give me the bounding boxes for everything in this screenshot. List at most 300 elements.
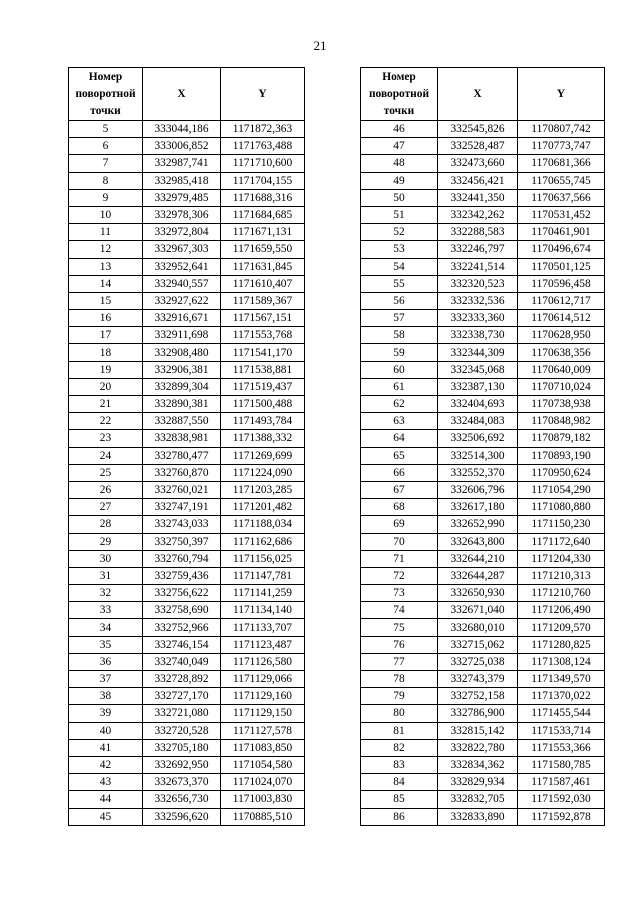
table-row xyxy=(361,739,605,756)
table-row xyxy=(361,602,605,619)
table-row xyxy=(69,516,305,533)
cell-point-number: 22 xyxy=(69,413,143,430)
cell-y: 1171710,600 xyxy=(221,155,305,172)
cell-point-number: 62 xyxy=(361,396,438,413)
table-row xyxy=(361,550,605,567)
cell-point-number: 30 xyxy=(69,550,143,567)
cell-point-number: 28 xyxy=(69,516,143,533)
cell-x: 332644,210 xyxy=(438,550,518,567)
cell-x: 332246,797 xyxy=(438,241,518,258)
table-row xyxy=(69,808,305,825)
cell-y: 1171763,488 xyxy=(221,138,305,155)
cell-x: 332899,304 xyxy=(143,378,221,395)
cell-x: 332552,370 xyxy=(438,464,518,481)
table-row xyxy=(361,671,605,688)
cell-x: 332728,892 xyxy=(143,671,221,688)
cell-y: 1170638,356 xyxy=(518,344,605,361)
table-row xyxy=(361,155,605,172)
cell-point-number: 71 xyxy=(361,550,438,567)
cell-x: 332911,698 xyxy=(143,327,221,344)
table-row xyxy=(69,396,305,413)
cell-y: 1171156,025 xyxy=(221,550,305,567)
cell-x: 332985,418 xyxy=(143,172,221,189)
cell-y: 1171224,090 xyxy=(221,464,305,481)
cell-point-number: 64 xyxy=(361,430,438,447)
table-row xyxy=(69,688,305,705)
cell-y: 1171872,363 xyxy=(221,121,305,138)
cell-point-number: 31 xyxy=(69,567,143,584)
table-row xyxy=(69,533,305,550)
cell-x: 332715,062 xyxy=(438,636,518,653)
cell-x: 332342,262 xyxy=(438,206,518,223)
cell-point-number: 26 xyxy=(69,481,143,498)
cell-point-number: 15 xyxy=(69,292,143,309)
cell-x: 332404,693 xyxy=(438,396,518,413)
cell-point-number: 16 xyxy=(69,310,143,327)
cell-x: 332752,966 xyxy=(143,619,221,636)
cell-y: 1171308,124 xyxy=(518,653,605,670)
cell-point-number: 60 xyxy=(361,361,438,378)
cell-x: 332545,826 xyxy=(438,121,518,138)
cell-y: 1171003,830 xyxy=(221,791,305,808)
table-body-left xyxy=(69,121,305,826)
cell-point-number: 45 xyxy=(69,808,143,825)
table-row xyxy=(69,413,305,430)
cell-y: 1171129,066 xyxy=(221,671,305,688)
cell-y: 1170773,747 xyxy=(518,138,605,155)
cell-point-number: 38 xyxy=(69,688,143,705)
table-row xyxy=(69,327,305,344)
cell-x: 332822,780 xyxy=(438,739,518,756)
cell-y: 1171172,640 xyxy=(518,533,605,550)
table-row xyxy=(361,705,605,722)
cell-x: 332484,083 xyxy=(438,413,518,430)
cell-point-number: 46 xyxy=(361,121,438,138)
table-row xyxy=(361,189,605,206)
cell-x: 332887,550 xyxy=(143,413,221,430)
table-row xyxy=(69,756,305,773)
cell-y: 1171553,768 xyxy=(221,327,305,344)
cell-point-number: 70 xyxy=(361,533,438,550)
cell-point-number: 32 xyxy=(69,585,143,602)
cell-point-number: 9 xyxy=(69,189,143,206)
cell-x: 332786,900 xyxy=(438,705,518,722)
table-header-row xyxy=(69,68,305,121)
cell-point-number: 56 xyxy=(361,292,438,309)
cell-point-number: 86 xyxy=(361,808,438,825)
cell-x: 332671,040 xyxy=(438,602,518,619)
cell-y: 1171519,437 xyxy=(221,378,305,395)
cell-x: 332692,950 xyxy=(143,756,221,773)
cell-x: 332721,080 xyxy=(143,705,221,722)
cell-point-number: 80 xyxy=(361,705,438,722)
cell-x: 332506,692 xyxy=(438,430,518,447)
cell-y: 1171126,580 xyxy=(221,653,305,670)
cell-x: 332972,804 xyxy=(143,224,221,241)
cell-y: 1171201,482 xyxy=(221,499,305,516)
table-row xyxy=(361,636,605,653)
table-row xyxy=(69,275,305,292)
cell-x: 332746,154 xyxy=(143,636,221,653)
cell-x: 332967,303 xyxy=(143,241,221,258)
table-row xyxy=(69,791,305,808)
cell-x: 332750,397 xyxy=(143,533,221,550)
cell-y: 1171349,570 xyxy=(518,671,605,688)
cell-x: 332333,360 xyxy=(438,310,518,327)
cell-x: 332332,536 xyxy=(438,292,518,309)
table-row xyxy=(69,172,305,189)
cell-y: 1171204,330 xyxy=(518,550,605,567)
cell-point-number: 49 xyxy=(361,172,438,189)
cell-point-number: 13 xyxy=(69,258,143,275)
cell-x: 332832,705 xyxy=(438,791,518,808)
cell-x: 332720,528 xyxy=(143,722,221,739)
cell-y: 1170614,512 xyxy=(518,310,605,327)
cell-y: 1170738,938 xyxy=(518,396,605,413)
cell-x: 332241,514 xyxy=(438,258,518,275)
cell-y: 1171592,030 xyxy=(518,791,605,808)
cell-y: 1171210,760 xyxy=(518,585,605,602)
cell-x: 332906,381 xyxy=(143,361,221,378)
table-row xyxy=(361,310,605,327)
cell-y: 1171280,825 xyxy=(518,636,605,653)
table-row xyxy=(361,378,605,395)
table-row xyxy=(361,258,605,275)
table-row xyxy=(361,499,605,516)
table-row xyxy=(361,327,605,344)
cell-y: 1170531,452 xyxy=(518,206,605,223)
cell-x: 332908,480 xyxy=(143,344,221,361)
table-row xyxy=(69,206,305,223)
cell-y: 1171080,880 xyxy=(518,499,605,516)
cell-point-number: 51 xyxy=(361,206,438,223)
cell-x: 332656,730 xyxy=(143,791,221,808)
cell-y: 1170501,125 xyxy=(518,258,605,275)
cell-x: 332760,794 xyxy=(143,550,221,567)
table-row xyxy=(69,344,305,361)
table-row xyxy=(361,774,605,791)
cell-point-number: 18 xyxy=(69,344,143,361)
cell-point-number: 79 xyxy=(361,688,438,705)
header-x: X xyxy=(438,68,518,121)
table-row xyxy=(69,602,305,619)
cell-point-number: 63 xyxy=(361,413,438,430)
cell-y: 1171704,155 xyxy=(221,172,305,189)
table-row xyxy=(361,808,605,825)
cell-point-number: 48 xyxy=(361,155,438,172)
cell-y: 1171541,170 xyxy=(221,344,305,361)
cell-y: 1170893,190 xyxy=(518,447,605,464)
cell-x: 333006,852 xyxy=(143,138,221,155)
cell-point-number: 78 xyxy=(361,671,438,688)
cell-y: 1171533,714 xyxy=(518,722,605,739)
cell-point-number: 52 xyxy=(361,224,438,241)
table-row xyxy=(361,447,605,464)
cell-x: 333044,186 xyxy=(143,121,221,138)
cell-point-number: 39 xyxy=(69,705,143,722)
cell-y: 1171589,367 xyxy=(221,292,305,309)
cell-y: 1171493,784 xyxy=(221,413,305,430)
table-row xyxy=(69,121,305,138)
cell-point-number: 35 xyxy=(69,636,143,653)
cell-y: 1170655,745 xyxy=(518,172,605,189)
table-row xyxy=(361,206,605,223)
cell-point-number: 43 xyxy=(69,774,143,791)
table-row xyxy=(361,567,605,584)
cell-x: 332456,421 xyxy=(438,172,518,189)
table-row xyxy=(69,481,305,498)
cell-y: 1171188,034 xyxy=(221,516,305,533)
cell-y: 1170950,624 xyxy=(518,464,605,481)
cell-point-number: 12 xyxy=(69,241,143,258)
cell-point-number: 66 xyxy=(361,464,438,481)
cell-y: 1171150,230 xyxy=(518,516,605,533)
table-row xyxy=(69,430,305,447)
page-number: 21 xyxy=(313,38,327,53)
table-row xyxy=(361,361,605,378)
cell-x: 332320,523 xyxy=(438,275,518,292)
cell-point-number: 42 xyxy=(69,756,143,773)
cell-x: 332927,622 xyxy=(143,292,221,309)
table-row xyxy=(361,481,605,498)
cell-point-number: 24 xyxy=(69,447,143,464)
cell-point-number: 84 xyxy=(361,774,438,791)
table-row xyxy=(361,533,605,550)
table-row xyxy=(361,619,605,636)
cell-point-number: 44 xyxy=(69,791,143,808)
table-row xyxy=(69,361,305,378)
cell-y: 1171203,285 xyxy=(221,481,305,498)
cell-y: 1171129,150 xyxy=(221,705,305,722)
table-row xyxy=(361,241,605,258)
table-row xyxy=(69,189,305,206)
table-row xyxy=(361,172,605,189)
cell-point-number: 10 xyxy=(69,206,143,223)
cell-point-number: 82 xyxy=(361,739,438,756)
table-row xyxy=(69,585,305,602)
cell-x: 332441,350 xyxy=(438,189,518,206)
cell-point-number: 74 xyxy=(361,602,438,619)
cell-x: 332758,690 xyxy=(143,602,221,619)
cell-point-number: 29 xyxy=(69,533,143,550)
cell-y: 1171083,850 xyxy=(221,739,305,756)
cell-y: 1171592,878 xyxy=(518,808,605,825)
cell-x: 332838,981 xyxy=(143,430,221,447)
cell-y: 1171684,685 xyxy=(221,206,305,223)
cell-point-number: 73 xyxy=(361,585,438,602)
cell-y: 1170710,024 xyxy=(518,378,605,395)
cell-point-number: 58 xyxy=(361,327,438,344)
cell-y: 1171129,160 xyxy=(221,688,305,705)
cell-point-number: 77 xyxy=(361,653,438,670)
cell-y: 1171210,313 xyxy=(518,567,605,584)
cell-y: 1170879,182 xyxy=(518,430,605,447)
cell-y: 1171054,580 xyxy=(221,756,305,773)
table-row xyxy=(361,413,605,430)
cell-x: 332740,049 xyxy=(143,653,221,670)
table-row xyxy=(361,791,605,808)
cell-y: 1171141,259 xyxy=(221,585,305,602)
cell-x: 332759,436 xyxy=(143,567,221,584)
cell-y: 1171610,407 xyxy=(221,275,305,292)
cell-point-number: 55 xyxy=(361,275,438,292)
cell-x: 332652,990 xyxy=(438,516,518,533)
cell-y: 1171370,022 xyxy=(518,688,605,705)
cell-point-number: 72 xyxy=(361,567,438,584)
table-row xyxy=(69,447,305,464)
cell-x: 332680,010 xyxy=(438,619,518,636)
cell-y: 1170612,717 xyxy=(518,292,605,309)
table-row xyxy=(69,224,305,241)
cell-y: 1170628,950 xyxy=(518,327,605,344)
cell-x: 332338,730 xyxy=(438,327,518,344)
table-row xyxy=(361,722,605,739)
table-row xyxy=(69,722,305,739)
cell-x: 332952,641 xyxy=(143,258,221,275)
table-row xyxy=(69,378,305,395)
table-row xyxy=(361,138,605,155)
table-header-row xyxy=(361,68,605,121)
cell-point-number: 7 xyxy=(69,155,143,172)
cell-x: 332890,381 xyxy=(143,396,221,413)
cell-x: 332473,660 xyxy=(438,155,518,172)
cell-x: 332940,557 xyxy=(143,275,221,292)
table-row xyxy=(69,550,305,567)
cell-point-number: 68 xyxy=(361,499,438,516)
cell-y: 1171631,845 xyxy=(221,258,305,275)
cell-x: 332596,620 xyxy=(143,808,221,825)
header-point-number-label: Номер поворотной точки xyxy=(75,70,136,117)
table-row xyxy=(69,155,305,172)
cell-x: 332760,021 xyxy=(143,481,221,498)
cell-y: 1170496,674 xyxy=(518,241,605,258)
cell-point-number: 76 xyxy=(361,636,438,653)
cell-y: 1171269,699 xyxy=(221,447,305,464)
cell-point-number: 54 xyxy=(361,258,438,275)
cell-y: 1171162,686 xyxy=(221,533,305,550)
table-row xyxy=(69,653,305,670)
cell-point-number: 69 xyxy=(361,516,438,533)
cell-y: 1171147,781 xyxy=(221,567,305,584)
table-row xyxy=(69,241,305,258)
cell-y: 1171123,487 xyxy=(221,636,305,653)
cell-x: 332987,741 xyxy=(143,155,221,172)
table-row xyxy=(69,310,305,327)
cell-x: 332606,796 xyxy=(438,481,518,498)
cell-x: 332743,379 xyxy=(438,671,518,688)
table-row xyxy=(69,671,305,688)
table-row xyxy=(361,292,605,309)
table-row xyxy=(361,396,605,413)
cell-y: 1170885,510 xyxy=(221,808,305,825)
cell-point-number: 47 xyxy=(361,138,438,155)
cell-x: 332834,362 xyxy=(438,756,518,773)
cell-point-number: 65 xyxy=(361,447,438,464)
cell-y: 1171587,461 xyxy=(518,774,605,791)
cell-point-number: 83 xyxy=(361,756,438,773)
table-row xyxy=(69,499,305,516)
table-row xyxy=(69,705,305,722)
cell-y: 1171206,490 xyxy=(518,602,605,619)
cell-point-number: 75 xyxy=(361,619,438,636)
cell-x: 332644,287 xyxy=(438,567,518,584)
cell-x: 332979,485 xyxy=(143,189,221,206)
header-x: X xyxy=(143,68,221,121)
cell-point-number: 85 xyxy=(361,791,438,808)
cell-point-number: 23 xyxy=(69,430,143,447)
cell-y: 1171538,881 xyxy=(221,361,305,378)
table-row xyxy=(361,464,605,481)
table-row xyxy=(361,121,605,138)
table-row xyxy=(69,739,305,756)
cell-y: 1171659,550 xyxy=(221,241,305,258)
cell-x: 332752,158 xyxy=(438,688,518,705)
table-row xyxy=(69,619,305,636)
table-row xyxy=(361,344,605,361)
cell-x: 332833,890 xyxy=(438,808,518,825)
cell-x: 332727,170 xyxy=(143,688,221,705)
cell-y: 1171388,332 xyxy=(221,430,305,447)
table-row xyxy=(361,275,605,292)
cell-point-number: 57 xyxy=(361,310,438,327)
cell-x: 332643,800 xyxy=(438,533,518,550)
table-row xyxy=(69,567,305,584)
cell-x: 332673,370 xyxy=(143,774,221,791)
cell-y: 1170807,742 xyxy=(518,121,605,138)
cell-y: 1170848,982 xyxy=(518,413,605,430)
cell-point-number: 6 xyxy=(69,138,143,155)
cell-x: 332288,583 xyxy=(438,224,518,241)
table-row xyxy=(361,585,605,602)
table-row xyxy=(69,774,305,791)
cell-x: 332345,068 xyxy=(438,361,518,378)
cell-point-number: 40 xyxy=(69,722,143,739)
cell-x: 332387,130 xyxy=(438,378,518,395)
cell-point-number: 27 xyxy=(69,499,143,516)
cell-y: 1171054,290 xyxy=(518,481,605,498)
cell-point-number: 59 xyxy=(361,344,438,361)
cell-x: 332528,487 xyxy=(438,138,518,155)
cell-point-number: 67 xyxy=(361,481,438,498)
cell-y: 1171455,544 xyxy=(518,705,605,722)
cell-point-number: 21 xyxy=(69,396,143,413)
header-y: Y xyxy=(221,68,305,121)
cell-x: 332815,142 xyxy=(438,722,518,739)
cell-x: 332760,870 xyxy=(143,464,221,481)
cell-x: 332725,038 xyxy=(438,653,518,670)
cell-x: 332756,622 xyxy=(143,585,221,602)
cell-point-number: 81 xyxy=(361,722,438,739)
table-row xyxy=(361,653,605,670)
table-row xyxy=(361,516,605,533)
coordinates-table-left xyxy=(68,67,305,826)
cell-y: 1171134,140 xyxy=(221,602,305,619)
cell-x: 332916,671 xyxy=(143,310,221,327)
table-row xyxy=(361,688,605,705)
cell-point-number: 8 xyxy=(69,172,143,189)
cell-y: 1170461,901 xyxy=(518,224,605,241)
cell-point-number: 53 xyxy=(361,241,438,258)
cell-point-number: 19 xyxy=(69,361,143,378)
cell-y: 1170681,366 xyxy=(518,155,605,172)
table-row xyxy=(69,464,305,481)
cell-y: 1171500,488 xyxy=(221,396,305,413)
cell-point-number: 11 xyxy=(69,224,143,241)
cell-point-number: 33 xyxy=(69,602,143,619)
cell-y: 1170640,009 xyxy=(518,361,605,378)
table-row xyxy=(361,756,605,773)
cell-point-number: 17 xyxy=(69,327,143,344)
